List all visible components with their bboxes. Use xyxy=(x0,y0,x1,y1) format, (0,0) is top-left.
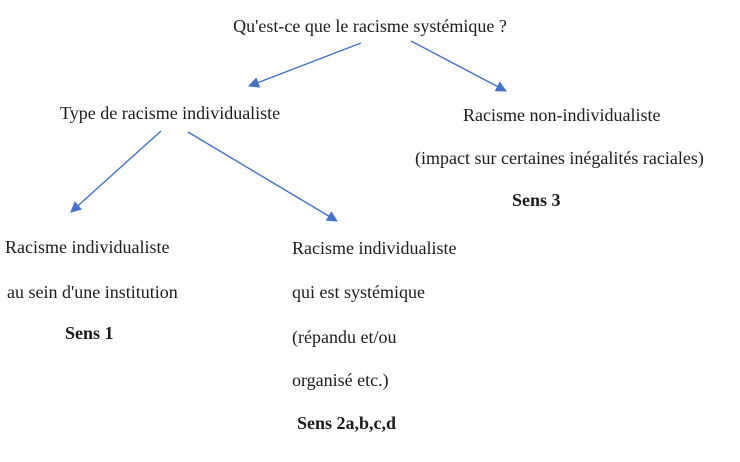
sens-2-label: Sens 2a,b,c,d xyxy=(297,413,397,433)
systemique-line-2: qui est systémique xyxy=(292,282,425,302)
sens-1-label: Sens 1 xyxy=(65,323,114,343)
systemique-line-1: Racisme individualiste xyxy=(292,238,457,258)
arrow-root-to-type-individualiste xyxy=(249,43,361,86)
root-question-label: Qu'est-ce que le racisme systémique ? xyxy=(233,16,507,36)
arrow-root-to-non-individualiste xyxy=(411,41,506,91)
type-individualiste-label: Type de racisme individualiste xyxy=(60,103,281,123)
institution-line-1: Racisme individualiste xyxy=(5,237,170,257)
non-individualiste-line-2: (impact sur certaines inégalités raciales) xyxy=(415,148,704,168)
systemique-line-4: organisé etc.) xyxy=(292,370,389,390)
sens-3-label: Sens 3 xyxy=(512,190,561,210)
institution-line-2: au sein d'une institution xyxy=(7,282,178,302)
arrow-type-to-systemique xyxy=(188,132,337,221)
non-individualiste-line-1: Racisme non-individualiste xyxy=(463,105,661,125)
arrow-type-to-institution xyxy=(71,131,161,212)
systemique-line-3: (répandu et/ou xyxy=(292,327,397,347)
